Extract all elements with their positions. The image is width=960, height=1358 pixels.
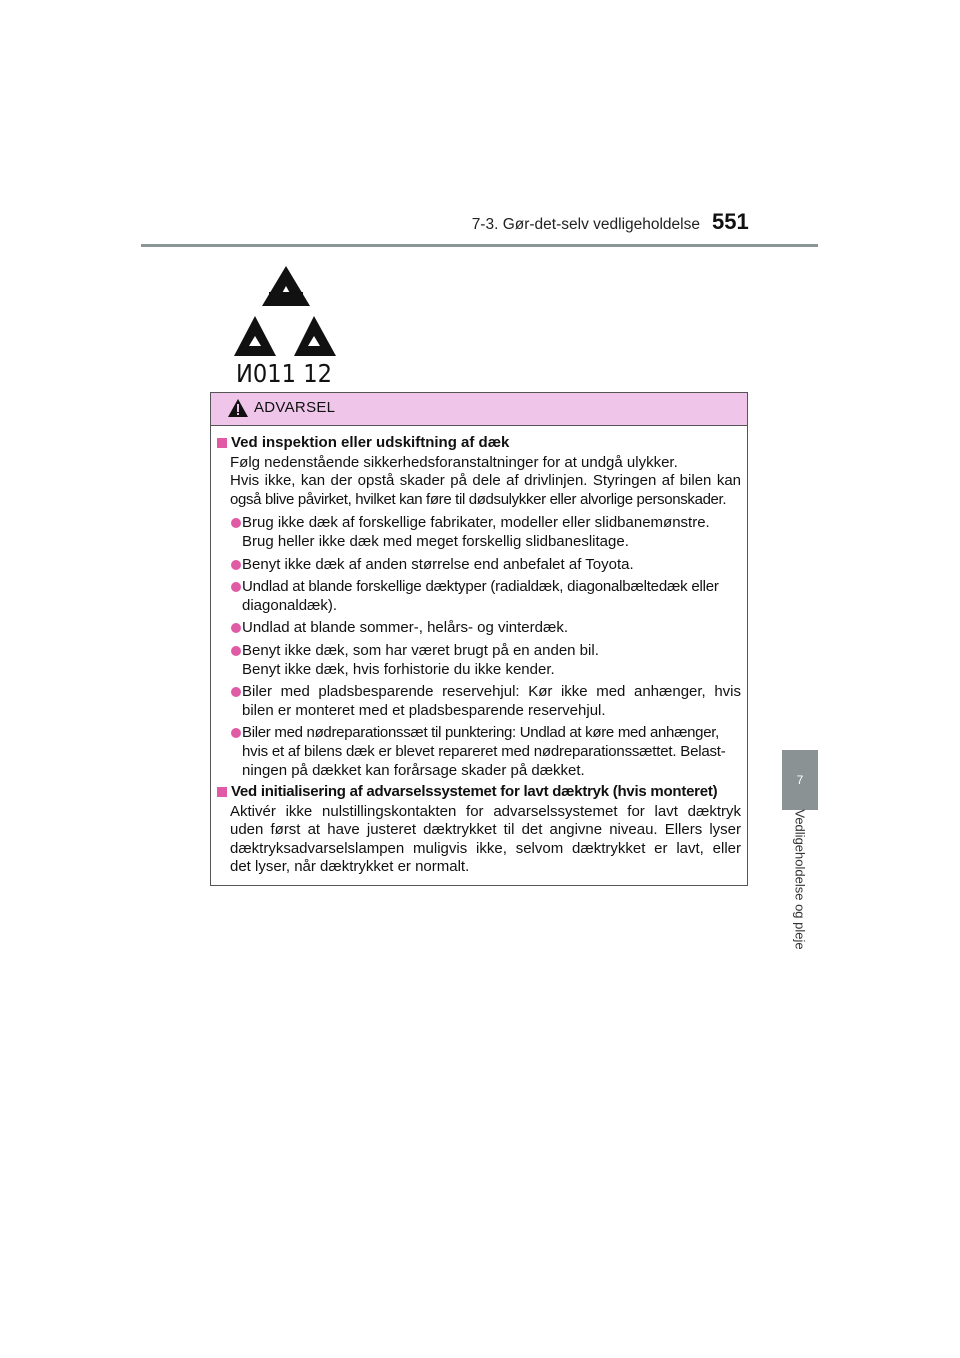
paragraph-line: Aktivér ikke nulstillingskontakten for advarselssystemet for lavt dæktryk: [230, 802, 741, 820]
list-item-line: ningen på dækket kan forårsage skader på dækket.: [242, 761, 585, 779]
section-heading-tpms-initialization: [217, 783, 741, 802]
warning-triangle-icon: [227, 398, 249, 418]
list-item: [217, 514, 741, 551]
list-item-line: Benyt ikke dæk, hvis forhistorie du ikke kender.: [242, 660, 555, 678]
warning-body: [217, 434, 741, 877]
list-item: [217, 556, 741, 575]
list-item-line: Biler med pladsbesparende reservehjul: Kør ikke med anhænger, hvis: [242, 683, 741, 701]
page-number: 551: [712, 209, 749, 234]
tire-wear-indicator-figure: [228, 262, 348, 386]
list-item-line: Undlad at blande sommer-, helårs- og vinterdæk.: [242, 619, 568, 637]
paragraph-line: Hvis ikke, kan der opstå skader på dele af drivlinjen. Styringen af bilen kan: [230, 472, 741, 490]
list-item-line: diagonaldæk).: [242, 596, 338, 614]
section-heading-text: Ved inspektion eller udskiftning af dæk: [231, 434, 510, 451]
paragraph-line: det lyser, når dæktrykket er normalt.: [230, 858, 470, 876]
list-item: [217, 619, 741, 638]
round-bullet-icon: [231, 728, 241, 738]
paragraph-line: uden først at have justeret dæktrykket til det angivne niveau. Ellers lyser: [230, 821, 741, 839]
section-paragraph: [217, 454, 741, 510]
list-item: [217, 724, 741, 780]
list-item-line: Biler med nødreparationssæt til punktering: Undlad at køre med anhænger,: [242, 724, 719, 742]
chapter-tab[interactable]: 7: [782, 750, 818, 810]
section-title: 7-3. Gør-det-selv vedligeholdelse: [471, 216, 700, 233]
section-heading-tire-inspection: [217, 434, 741, 453]
triangle-marks-icon: [228, 262, 348, 386]
round-bullet-icon: [231, 582, 241, 592]
list-item-line: Undlad at blande forskellige dæktyper (radialdæk, diagonalbæltedæk eller: [242, 578, 719, 596]
round-bullet-icon: [231, 687, 241, 697]
paragraph-line: også blive påvirket, hvilket kan føre til dødsulykker eller alvorlige personskader.: [230, 490, 727, 508]
paragraph-line: Følg nedenstående sikkerhedsforanstaltninger for at undgå ulykker.: [230, 453, 678, 471]
list-item-line: hvis et af bilens dæk er blevet repareret med nødreparationssættet. Belast-: [242, 742, 726, 760]
round-bullet-icon: [231, 623, 241, 633]
list-item-line: bilen er monteret med et pladsbesparende reservehjul.: [242, 701, 606, 719]
list-item-line: Brug ikke dæk af forskellige fabrikater, modeller eller slidbanemønstre.: [242, 514, 710, 532]
round-bullet-icon: [231, 560, 241, 570]
list-item-line: Brug heller ikke dæk med meget forskellig slidbaneslitage.: [242, 532, 629, 550]
section-paragraph: [217, 803, 741, 877]
header-divider: [141, 244, 818, 247]
list-item-line: Benyt ikke dæk, som har været brugt på en anden bil.: [242, 641, 599, 659]
list-item: [217, 578, 741, 615]
chapter-title-text: Vedligeholdelse og pleje: [792, 809, 808, 950]
warning-header: [211, 393, 747, 426]
warning-box: [210, 392, 748, 886]
warning-title: ADVARSEL: [254, 399, 336, 416]
list-item: [217, 683, 741, 720]
square-bullet-icon: [217, 438, 227, 448]
list-item-line: Benyt ikke dæk af anden størrelse end anbefalet af Toyota.: [242, 555, 634, 573]
section-heading-text: Ved initialisering af advarselssystemet for lavt dæktryk (hvis monteret): [231, 783, 718, 801]
square-bullet-icon: [217, 787, 227, 797]
list-item: [217, 642, 741, 679]
tire-marking-text: И011 12: [236, 359, 332, 386]
round-bullet-icon: [231, 646, 241, 656]
round-bullet-icon: [231, 518, 241, 528]
paragraph-line: dæktryksadvarselslampen muligvis ikke, selvom dæktrykket er lavt, eller: [230, 839, 741, 857]
